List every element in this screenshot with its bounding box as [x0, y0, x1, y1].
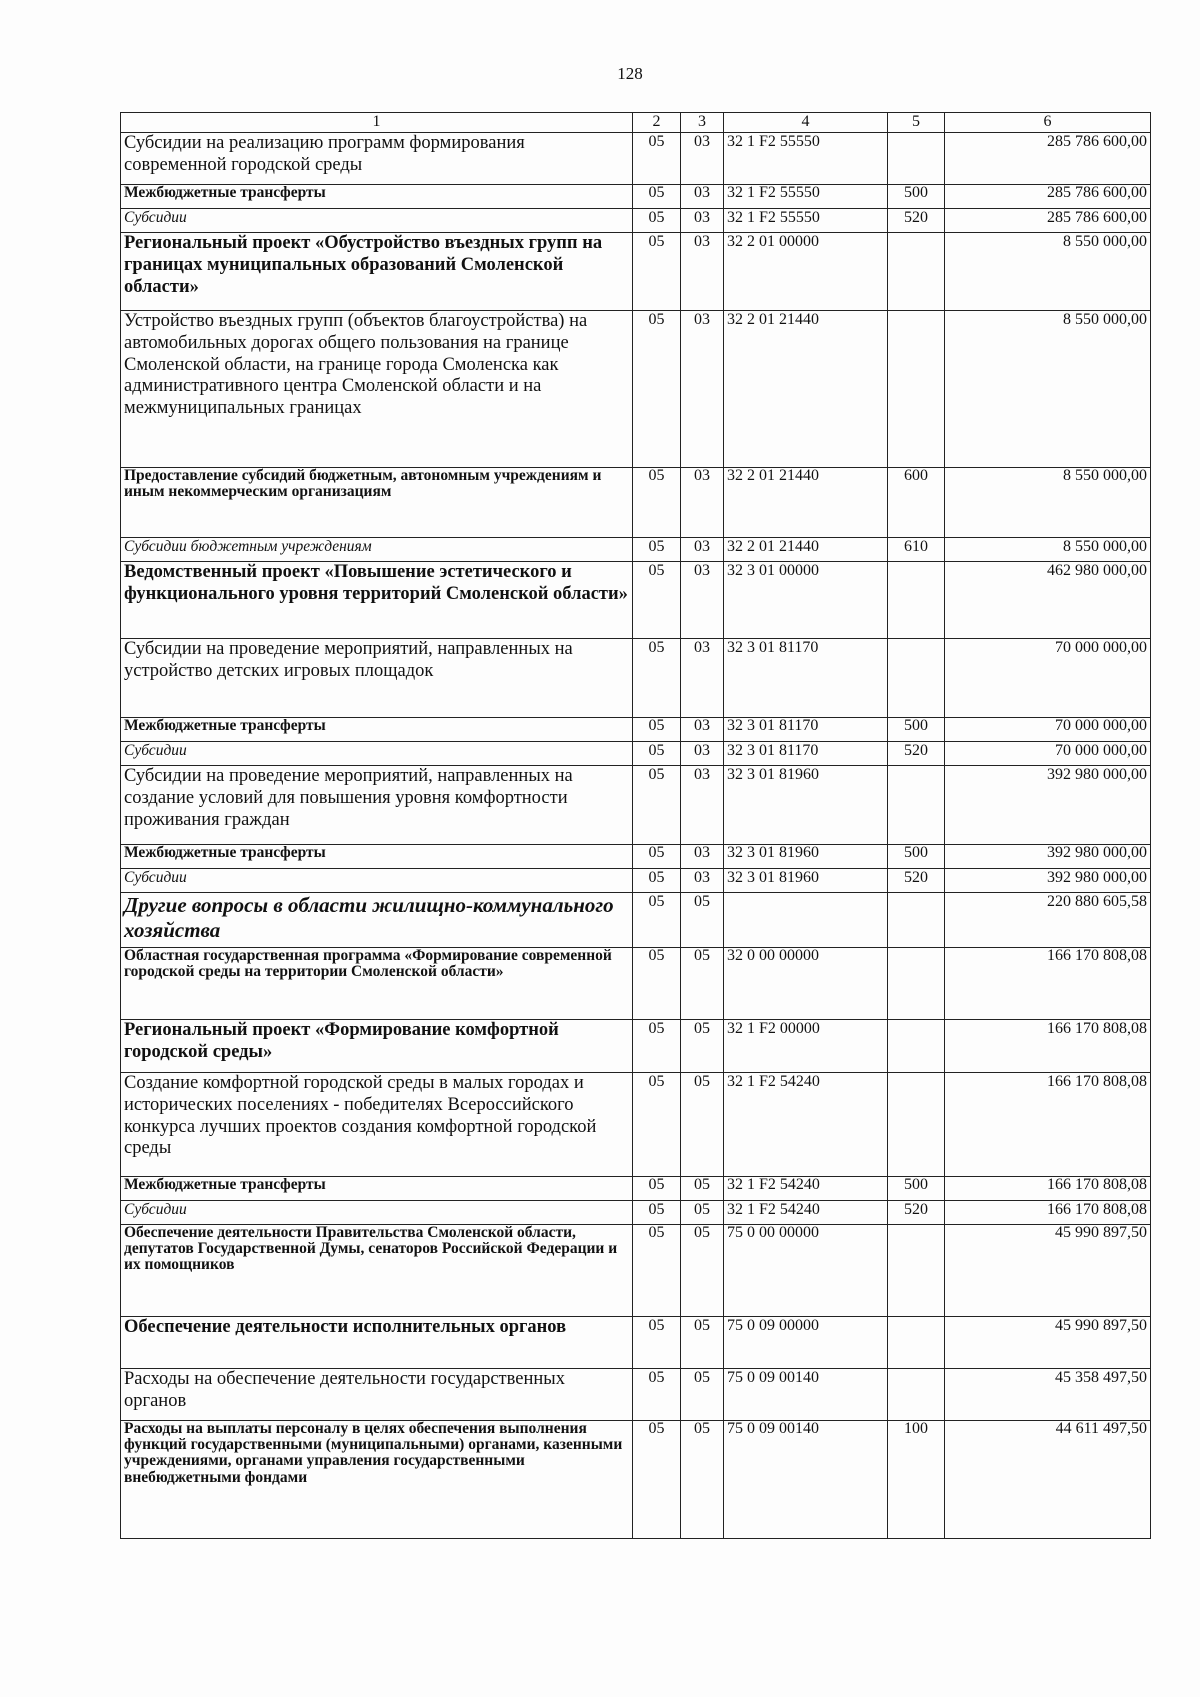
subsection-code: 03 — [681, 638, 724, 717]
section-code: 05 — [633, 1200, 681, 1224]
subsection-code: 03 — [681, 741, 724, 765]
subsection-code: 03 — [681, 765, 724, 844]
row-name: Межбюджетные трансферты — [121, 184, 633, 208]
amount: 70 000 000,00 — [945, 638, 1151, 717]
table-row — [121, 844, 1151, 868]
expense-type-code — [888, 947, 945, 1019]
subsection-code: 03 — [681, 844, 724, 868]
row-name: Субсидии бюджетным учреждениям — [121, 537, 633, 561]
header-col-6: 6 — [945, 113, 1151, 133]
section-code: 05 — [633, 467, 681, 537]
table-row — [121, 310, 1151, 467]
target-item-code — [724, 892, 888, 947]
row-name: Областная государственная программа «Формирование современной городской среды на территории Смоленской области» — [121, 947, 633, 1019]
expense-type-code: 600 — [888, 467, 945, 537]
amount: 166 170 808,08 — [945, 1200, 1151, 1224]
subsection-code: 05 — [681, 1316, 724, 1368]
row-name: Межбюджетные трансферты — [121, 717, 633, 741]
subsection-code: 03 — [681, 717, 724, 741]
expense-type-code: 100 — [888, 1420, 945, 1538]
row-name: Расходы на выплаты персоналу в целях обеспечения выполнения функций государственными (муниципальными) органами, казенными учреждениями, органами управления государственными внебюджетными фондами — [121, 1420, 633, 1538]
target-item-code: 32 3 01 81170 — [724, 638, 888, 717]
expense-type-code — [888, 561, 945, 638]
header-col-5: 5 — [888, 113, 945, 133]
target-item-code: 32 1 F2 55550 — [724, 132, 888, 184]
header-col-4: 4 — [724, 113, 888, 133]
expense-type-code: 500 — [888, 717, 945, 741]
subsection-code: 03 — [681, 467, 724, 537]
amount: 70 000 000,00 — [945, 717, 1151, 741]
section-code: 05 — [633, 765, 681, 844]
subsection-code: 05 — [681, 892, 724, 947]
table-row — [121, 1316, 1151, 1368]
subsection-code: 05 — [681, 1224, 724, 1316]
expense-type-code: 500 — [888, 1176, 945, 1200]
row-name: Субсидии на проведение мероприятий, направленных на создание условий для повышения уровня комфортности проживания граждан — [121, 765, 633, 844]
table-row — [121, 717, 1151, 741]
section-code: 05 — [633, 638, 681, 717]
table-row — [121, 184, 1151, 208]
subsection-code: 03 — [681, 868, 724, 892]
target-item-code: 32 3 01 81960 — [724, 765, 888, 844]
subsection-code: 05 — [681, 1420, 724, 1538]
expense-type-code: 520 — [888, 868, 945, 892]
header-col-1: 1 — [121, 113, 633, 133]
table-row — [121, 561, 1151, 638]
subsection-code: 03 — [681, 537, 724, 561]
target-item-code: 32 3 01 81170 — [724, 741, 888, 765]
target-item-code: 32 2 01 21440 — [724, 467, 888, 537]
row-name: Ведомственный проект «Повышение эстетического и функционального уровня территорий Смоленской области» — [121, 561, 633, 638]
amount: 392 980 000,00 — [945, 868, 1151, 892]
table-row — [121, 868, 1151, 892]
row-name: Обеспечение деятельности исполнительных органов — [121, 1316, 633, 1368]
section-code: 05 — [633, 868, 681, 892]
section-code: 05 — [633, 741, 681, 765]
row-name: Субсидии — [121, 1200, 633, 1224]
target-item-code: 32 2 01 21440 — [724, 537, 888, 561]
section-code: 05 — [633, 1176, 681, 1200]
amount: 166 170 808,08 — [945, 1176, 1151, 1200]
table-row — [121, 1368, 1151, 1420]
section-code: 05 — [633, 717, 681, 741]
target-item-code: 32 1 F2 55550 — [724, 184, 888, 208]
expense-type-code — [888, 638, 945, 717]
amount: 392 980 000,00 — [945, 844, 1151, 868]
expense-type-code — [888, 765, 945, 844]
target-item-code: 32 1 F2 54240 — [724, 1176, 888, 1200]
amount: 8 550 000,00 — [945, 232, 1151, 310]
table-row — [121, 892, 1151, 947]
target-item-code: 32 0 00 00000 — [724, 947, 888, 1019]
table-row — [121, 208, 1151, 232]
amount: 8 550 000,00 — [945, 467, 1151, 537]
subsection-code: 03 — [681, 310, 724, 467]
header-col-3: 3 — [681, 113, 724, 133]
expense-type-code: 500 — [888, 184, 945, 208]
row-name: Расходы на обеспечение деятельности государственных органов — [121, 1368, 633, 1420]
target-item-code: 32 2 01 00000 — [724, 232, 888, 310]
amount: 45 990 897,50 — [945, 1316, 1151, 1368]
amount: 220 880 605,58 — [945, 892, 1151, 947]
table-row — [121, 467, 1151, 537]
row-name: Межбюджетные трансферты — [121, 1176, 633, 1200]
subsection-code: 05 — [681, 1019, 724, 1072]
row-name: Другие вопросы в области жилищно-коммунального хозяйства — [121, 892, 633, 947]
section-code: 05 — [633, 844, 681, 868]
table-row — [121, 947, 1151, 1019]
expense-type-code: 610 — [888, 537, 945, 561]
section-code: 05 — [633, 1420, 681, 1538]
row-name: Предоставление субсидий бюджетным, автономным учреждениям и иным некоммерческим организациям — [121, 467, 633, 537]
section-code: 05 — [633, 561, 681, 638]
row-name: Межбюджетные трансферты — [121, 844, 633, 868]
section-code: 05 — [633, 208, 681, 232]
expense-type-code — [888, 1368, 945, 1420]
amount: 392 980 000,00 — [945, 765, 1151, 844]
table-row — [121, 232, 1151, 310]
expense-type-code — [888, 132, 945, 184]
target-item-code: 32 1 F2 00000 — [724, 1019, 888, 1072]
expense-type-code: 500 — [888, 844, 945, 868]
expense-type-code — [888, 310, 945, 467]
expense-type-code — [888, 892, 945, 947]
table-row — [121, 1200, 1151, 1224]
subsection-code: 05 — [681, 947, 724, 1019]
section-code: 05 — [633, 132, 681, 184]
section-code: 05 — [633, 310, 681, 467]
row-name: Региональный проект «Обустройство въездных групп на границах муниципальных образований Смоленской области» — [121, 232, 633, 310]
amount: 45 358 497,50 — [945, 1368, 1151, 1420]
target-item-code: 75 0 09 00140 — [724, 1368, 888, 1420]
row-name: Субсидии — [121, 741, 633, 765]
subsection-code: 05 — [681, 1368, 724, 1420]
section-code: 05 — [633, 1072, 681, 1176]
amount: 285 786 600,00 — [945, 132, 1151, 184]
section-code: 05 — [633, 1019, 681, 1072]
target-item-code: 75 0 09 00140 — [724, 1420, 888, 1538]
expense-type-code — [888, 232, 945, 310]
amount: 8 550 000,00 — [945, 537, 1151, 561]
section-code: 05 — [633, 1224, 681, 1316]
amount: 285 786 600,00 — [945, 208, 1151, 232]
amount: 462 980 000,00 — [945, 561, 1151, 638]
expense-type-code: 520 — [888, 208, 945, 232]
expense-type-code — [888, 1224, 945, 1316]
target-item-code: 75 0 00 00000 — [724, 1224, 888, 1316]
row-name: Субсидии — [121, 868, 633, 892]
section-code: 05 — [633, 947, 681, 1019]
row-name: Устройство въездных групп (объектов благоустройства) на автомобильных дорогах общего пользования на границе Смоленской области, на границе города Смоленска как административного центра Смоленской области и на межмуниципальных границах — [121, 310, 633, 467]
amount: 285 786 600,00 — [945, 184, 1151, 208]
expense-type-code: 520 — [888, 741, 945, 765]
row-name: Субсидии на проведение мероприятий, направленных на устройство детских игровых площадок — [121, 638, 633, 717]
row-name: Создание комфортной городской среды в малых городах и исторических поселениях - победителях Всероссийского конкурса лучших проектов создания комфортной городской среды — [121, 1072, 633, 1176]
section-code: 05 — [633, 537, 681, 561]
subsection-code: 03 — [681, 208, 724, 232]
expense-type-code — [888, 1072, 945, 1176]
target-item-code: 32 3 01 81170 — [724, 717, 888, 741]
expense-type-code: 520 — [888, 1200, 945, 1224]
expense-type-code — [888, 1316, 945, 1368]
subsection-code: 03 — [681, 184, 724, 208]
table-row — [121, 132, 1151, 184]
target-item-code: 32 1 F2 54240 — [724, 1072, 888, 1176]
budget-table — [120, 112, 1151, 1539]
subsection-code: 03 — [681, 561, 724, 638]
table-row — [121, 537, 1151, 561]
target-item-code: 32 3 01 81960 — [724, 868, 888, 892]
row-name: Субсидии — [121, 208, 633, 232]
table-row — [121, 765, 1151, 844]
target-item-code: 75 0 09 00000 — [724, 1316, 888, 1368]
amount: 70 000 000,00 — [945, 741, 1151, 765]
subsection-code: 03 — [681, 132, 724, 184]
target-item-code: 32 3 01 00000 — [724, 561, 888, 638]
table-row — [121, 1420, 1151, 1538]
section-code: 05 — [633, 232, 681, 310]
target-item-code: 32 2 01 21440 — [724, 310, 888, 467]
amount: 166 170 808,08 — [945, 1072, 1151, 1176]
table-row — [121, 1019, 1151, 1072]
amount: 45 990 897,50 — [945, 1224, 1151, 1316]
section-code: 05 — [633, 892, 681, 947]
amount: 44 611 497,50 — [945, 1420, 1151, 1538]
section-code: 05 — [633, 184, 681, 208]
section-code: 05 — [633, 1316, 681, 1368]
table-header-row — [121, 113, 1151, 133]
target-item-code: 32 1 F2 55550 — [724, 208, 888, 232]
row-name: Обеспечение деятельности Правительства Смоленской области, депутатов Государственной Думы, сенаторов Российской Федерации и их помощников — [121, 1224, 633, 1316]
table-row — [121, 1224, 1151, 1316]
table-row — [121, 1176, 1151, 1200]
amount: 166 170 808,08 — [945, 1019, 1151, 1072]
page-number: 128 — [617, 64, 643, 83]
header-col-2: 2 — [633, 113, 681, 133]
row-name: Региональный проект «Формирование комфортной городской среды» — [121, 1019, 633, 1072]
table-row — [121, 638, 1151, 717]
target-item-code: 32 1 F2 54240 — [724, 1200, 888, 1224]
subsection-code: 03 — [681, 232, 724, 310]
table-row — [121, 741, 1151, 765]
target-item-code: 32 3 01 81960 — [724, 844, 888, 868]
subsection-code: 05 — [681, 1176, 724, 1200]
table-row — [121, 1072, 1151, 1176]
expense-type-code — [888, 1019, 945, 1072]
subsection-code: 05 — [681, 1200, 724, 1224]
row-name: Субсидии на реализацию программ формирования современной городской среды — [121, 132, 633, 184]
section-code: 05 — [633, 1368, 681, 1420]
amount: 8 550 000,00 — [945, 310, 1151, 467]
subsection-code: 05 — [681, 1072, 724, 1176]
amount: 166 170 808,08 — [945, 947, 1151, 1019]
